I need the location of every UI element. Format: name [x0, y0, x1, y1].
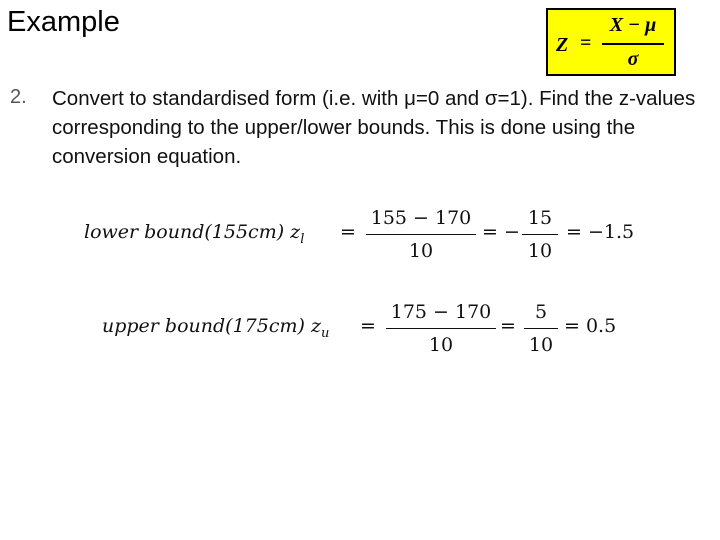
- lower-result: = −1.5: [566, 221, 635, 243]
- formula-numerator: X − μ: [609, 14, 657, 36]
- lower-fraction-2: [522, 204, 558, 265]
- upper-frac2-denominator: 10: [528, 334, 554, 356]
- z-formula-box: [546, 8, 676, 76]
- upper-result: = 0.5: [564, 315, 617, 337]
- upper-frac2-numerator: 5: [534, 301, 548, 323]
- step-text: Convert to standardised form (i.e. with μ=0 and σ=1). Find the z-values corresponding to the upper/lower bounds. This is done using the conversion equation.: [52, 87, 696, 168]
- lower-bound-label: lower bound(155cm) z: [84, 221, 301, 243]
- lower-equals-1: =: [340, 221, 356, 243]
- upper-equals-1: =: [360, 315, 376, 337]
- formula-lhs: Z: [556, 34, 569, 56]
- formula-fraction-bar: [602, 43, 664, 45]
- upper-equals-2: =: [500, 315, 516, 337]
- slide-title: Example: [7, 6, 120, 38]
- upper-frac1-numerator: 175 − 170: [390, 301, 492, 323]
- lower-bound-subscript: l: [300, 231, 305, 247]
- lower-frac1-denominator: 10: [408, 240, 434, 262]
- upper-fraction-1: [386, 298, 496, 359]
- upper-bound-subscript: u: [320, 325, 330, 341]
- step-number: 2.: [10, 86, 27, 108]
- lower-equals-2: = −: [482, 221, 520, 243]
- upper-bound-label: upper bound(175cm) z: [102, 315, 321, 337]
- upper-frac1-denominator: 10: [428, 334, 454, 356]
- lower-frac1-numerator: 155 − 170: [370, 207, 472, 229]
- formula-equals: =: [580, 32, 592, 54]
- lower-frac2-numerator: 15: [527, 207, 553, 229]
- upper-fraction-2: [524, 298, 558, 359]
- lower-frac2-denominator: 10: [527, 240, 553, 262]
- formula-denominator: σ: [627, 48, 639, 70]
- lower-bound-equation: [84, 204, 644, 264]
- upper-bound-equation: [102, 298, 642, 358]
- lower-fraction-1: [366, 204, 476, 265]
